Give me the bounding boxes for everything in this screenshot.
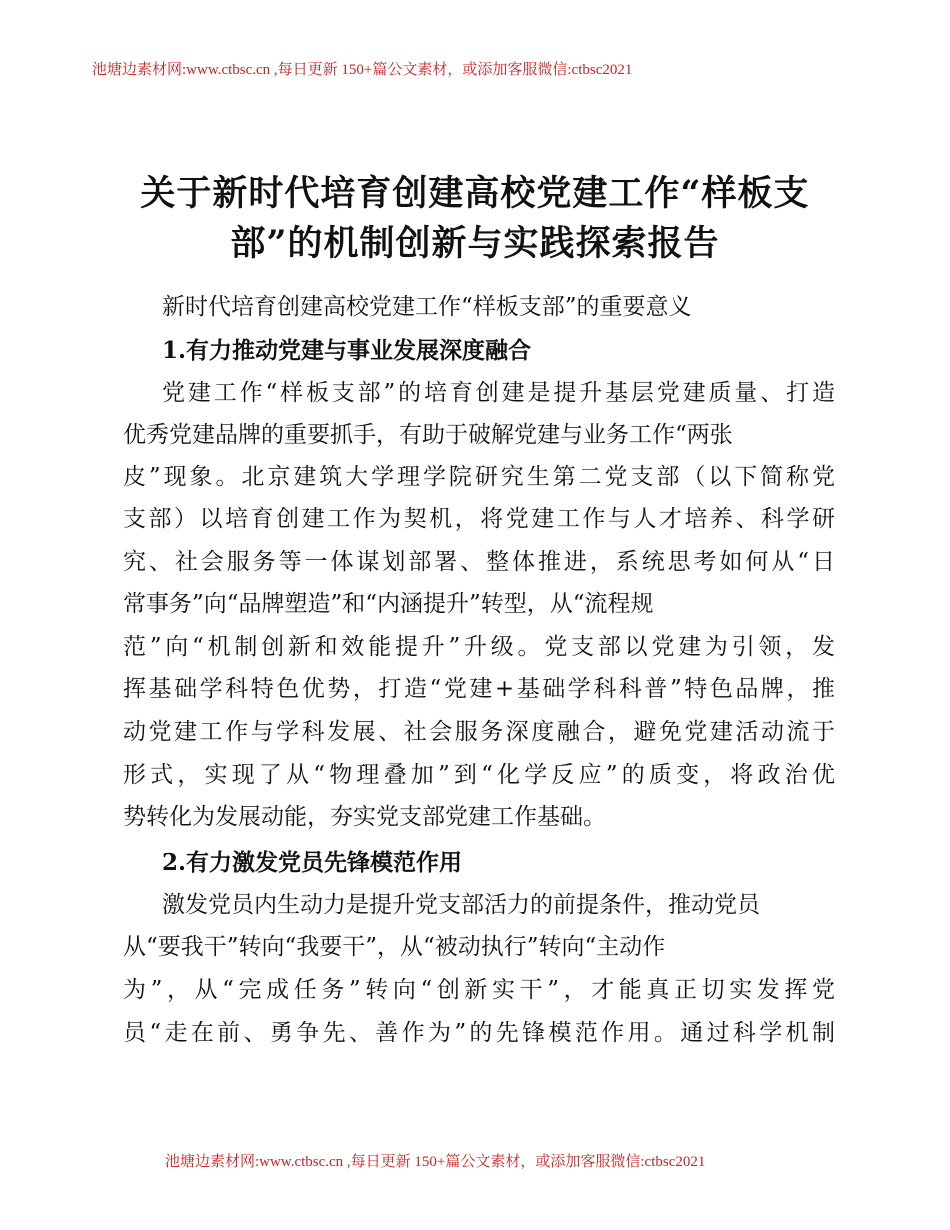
section-2-heading: 2.有力激发党员先锋模范作用 [162, 849, 463, 876]
document-title-line-1: 关于新时代培育创建高校党建工作“样板支 [140, 173, 810, 214]
section-1-line: 形式，实现了从“物理叠加”到“化学反应”的质变，将政治优 [123, 762, 835, 788]
section-1-line: 皮”现象。北京建筑大学理学院研究生第二党支部（以下简称党 [123, 464, 835, 490]
footer-note: 池塘边素材网:www.ctbsc.cn ,每日更新 150+篇公文素材，或添加客服微信:ctbsc2021 [165, 1154, 706, 1170]
section-1-line: 究、社会服务等一体谋划部署、整体推进，系统思考如何从“日 [123, 549, 835, 575]
section-1-heading: 1.有力推动党建与事业发展深度融合 [162, 337, 532, 364]
section-1-line: 支部）以培育创建工作为契机，将党建工作与人才培养、科学研 [123, 506, 835, 532]
section-1-line: 动党建工作与学科发展、社会服务深度融合，避免党建活动流于 [123, 719, 835, 745]
section-1-line: 优秀党建品牌的重要抓手，有助于破解党建与业务工作“两张 [123, 422, 733, 448]
section-2-line: 员“走在前、勇争先、善作为”的先锋模范作用。通过科学机制 [123, 1020, 835, 1046]
section-2-line: 为”，从“完成任务”转向“创新实干”，才能真正切实发挥党 [123, 977, 835, 1003]
section-1-line: 挥基础学科特色优势，打造“党建+基础学科科普”特色品牌，推 [123, 676, 835, 702]
document-title-line-2: 部”的机制创新与实践探索报告 [230, 223, 720, 264]
section-2-line: 从“要我干”转向“我要干”，从“被动执行”转向“主动作 [123, 934, 666, 960]
section-1-line: 势转化为发展动能，夯实党支部党建工作基础。 [123, 804, 606, 830]
section-1-line: 党建工作“样板支部”的培育创建是提升基层党建质量、打造 [162, 380, 835, 406]
header-note: 池塘边素材网:www.ctbsc.cn ,每日更新 150+篇公文素材，或添加客服微信:ctbsc2021 [92, 62, 633, 78]
subtitle: 新时代培育创建高校党建工作“样板支部”的重要意义 [162, 294, 692, 320]
section-2-line: 激发党员内生动力是提升党支部活力的前提条件，推动党员 [162, 892, 760, 918]
section-1-line: 范”向“机制创新和效能提升”升级。党支部以党建为引领，发 [123, 634, 835, 660]
section-1-line: 常事务”向“品牌塑造”和“内涵提升”转型，从“流程规 [123, 591, 654, 617]
